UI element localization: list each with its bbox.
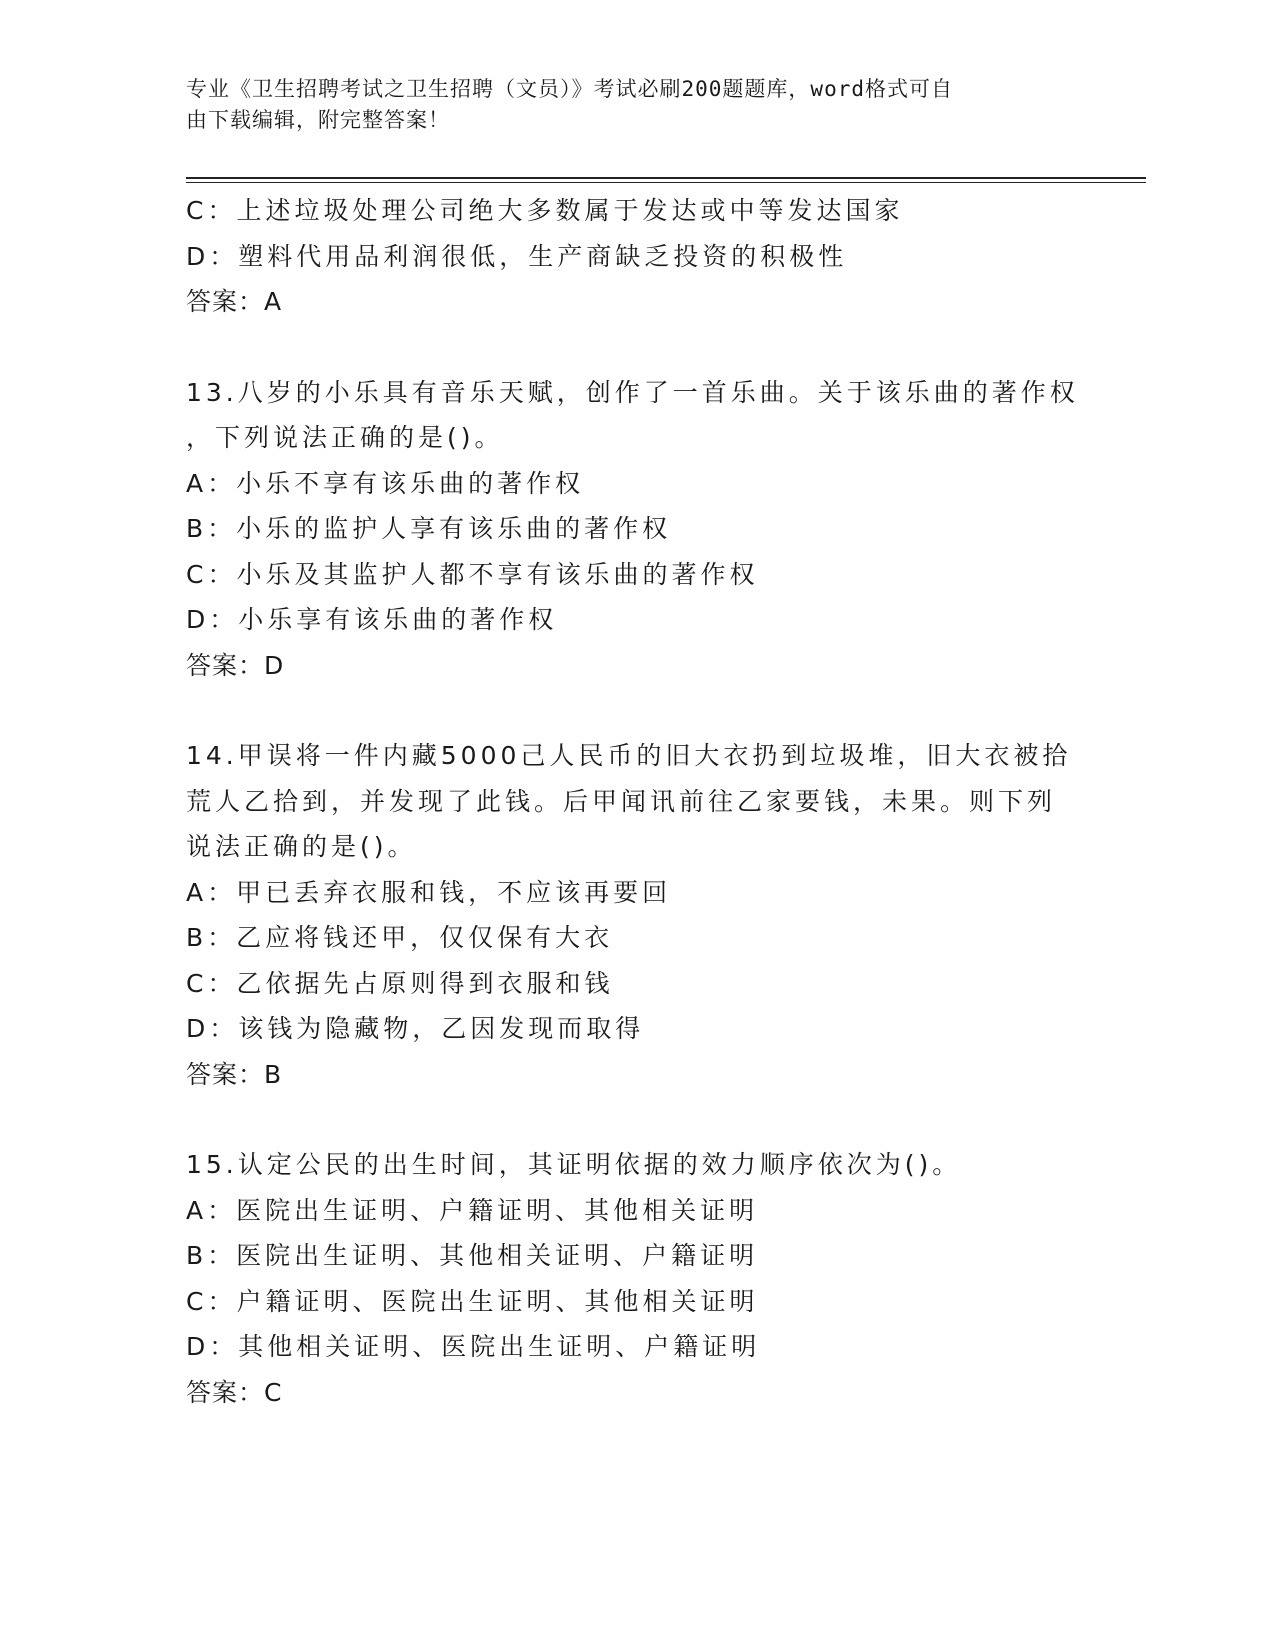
option-b: B：乙应将钱还甲，仅仅保有大衣	[186, 923, 614, 952]
question-stem-line: 14.甲误将一件内藏5000己人民币的旧大衣扔到垃圾堆，旧大衣被拾	[186, 741, 1072, 770]
answer-line: 答案：D	[186, 650, 285, 680]
spacer	[186, 1097, 1086, 1142]
option-d: D：其他相关证明、医院出生证明、户籍证明	[186, 1332, 761, 1361]
option-a: A：医院出生证明、户籍证明、其他相关证明	[186, 1195, 759, 1225]
option-d: D：塑料代用品利润很低，生产商缺乏投资的积极性	[186, 241, 848, 271]
question-stem-line: 说法正确的是()。	[186, 832, 417, 861]
spacer	[186, 325, 1086, 370]
header-line-2: 由下载编辑，附完整答案！	[186, 108, 450, 132]
option-a: A：小乐不享有该乐曲的著作权	[186, 468, 585, 498]
answer-line: 答案：B	[186, 1059, 283, 1089]
header-rule-thin	[186, 182, 1146, 183]
option-d: D：小乐享有该乐曲的著作权	[186, 605, 558, 634]
option-c: C：上述垃圾处理公司绝大多数属于发达或中等发达国家	[186, 196, 904, 225]
answer-line: 答案：C	[186, 1377, 283, 1407]
spacer	[186, 688, 1086, 733]
option-d: D：该钱为隐藏物，乙因发现而取得	[186, 1014, 645, 1043]
question-13	[186, 370, 1086, 689]
document-header	[186, 74, 1086, 136]
question-stem-line: 15.认定公民的出生时间，其证明依据的效力顺序依次为()。	[186, 1150, 962, 1179]
header-line-1: 专业《卫生招聘考试之卫生招聘（文员）》考试必刷200题题库，word格式可自	[186, 77, 953, 101]
question-15	[186, 1142, 1086, 1415]
continued-question	[186, 188, 1086, 325]
option-c: C：乙依据先占原则得到衣服和钱	[186, 968, 614, 998]
question-content	[186, 188, 1086, 1415]
option-b: B：医院出生证明、其他相关证明、户籍证明	[186, 1241, 759, 1270]
header-rule-thick	[186, 177, 1146, 179]
answer-line: 答案：A	[186, 287, 283, 316]
question-stem-line: 荒人乙拾到，并发现了此钱。后甲闻讯前往乙家要钱，未果。则下列	[186, 786, 1057, 816]
question-14	[186, 733, 1086, 1097]
option-b: B：小乐的监护人享有该乐曲的著作权	[186, 514, 672, 543]
option-a: A：甲已丢弃衣服和钱，不应该再要回	[186, 877, 672, 907]
option-c: C：户籍证明、医院出生证明、其他相关证明	[186, 1286, 759, 1316]
option-c: C：小乐及其监护人都不享有该乐曲的著作权	[186, 559, 759, 589]
question-stem-line: ，下列说法正确的是()。	[186, 423, 504, 452]
question-stem-line: 13.八岁的小乐具有音乐天赋，创作了一首乐曲。关于该乐曲的著作权	[186, 377, 1079, 407]
